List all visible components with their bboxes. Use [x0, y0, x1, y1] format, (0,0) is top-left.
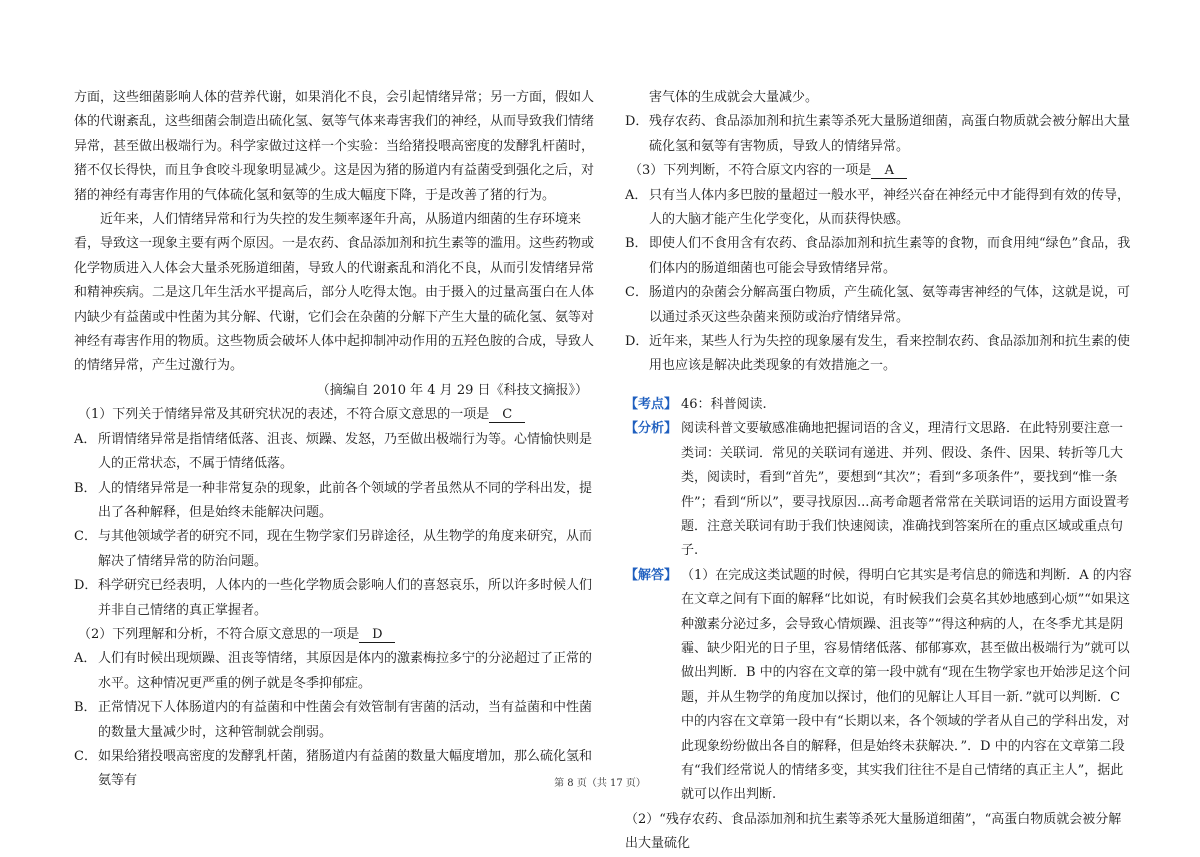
q3-option-b: B． 即使人们不食用含有农药、食品添加剂和抗生素等的食物，而食用纯“绿色”食品，我们体内的肠道细菌也可能会导致情绪异常。: [625, 236, 1131, 276]
jieda-section: 【解答】 （1）在完成这类试题的时候，得明白它其实是考信息的筛选和判断．A 的内容在文章之间有下面的解释“比如说，有时候我们会莫名其妙地感到心烦”“如果这种激素分泌过多，会导致心情烦躁、沮丧等”“得这种病的人，在冬季尤其是阴霾、缺少阳光的日子里，容易情绪低落、郁郁寡欢，甚至做出极端行为”就可以做出判断．B 中的内容在文章的第一段中就有“现在生物学家也开始涉足这个问题，并从生物学的角度加以探讨，他们的见解让人耳目一新．”就可以判断．C 中的内容在文章第一段中有“长期以来，各个领域的学者从自己的学科出发，对此现象纷纷做出各自的解释，但是始终未获解决．”．D 中的内容在文章第二段有“我们经常说人的情绪多变，其实我们往往不是自己情绪的真正主人”，据此就可以作出判断.: [625, 564, 1132, 808]
page-footer: 第 8 页（共 17 页）: [554, 778, 646, 789]
right-column: [625, 86, 1132, 857]
q3-option-a: A． 只有当人体内多巴胺的量超过一般水平，神经兴奋在神经元中才能得到有效的传导，人的大脑才能产生化学变化，从而获得快感。: [625, 187, 1131, 228]
q1-option-d: D． 科学研究已经表明，人体内的一些化学物质会影响人们的喜怒哀乐，所以许多时候人们并非自己情绪的真正掌握者。: [74, 578, 593, 618]
passage-paragraph-2: 近年来，人们情绪异常和行为失控的发生频率逐年升高，从肠道内细菌的生存环境来看，导致这一现象主要有两个原因。一是农药、食品添加剂和抗生素等的滥用。这些药物或化学物质进入人体会大量杀死肠道细菌，导致人的代谢紊乱和消化不良，从而引发情绪异常和精神疾病。二是这几年生活水平提高后，部分人吃得太饱。由于摄入的过量高蛋白在人体内缺少有益菌或中性菌为其分解、代谢，它们会在杂菌的分解下产生大量的硫化氢、氨等对神经有毒害作用的物质。这些物质会破坏人体中起抑制冲动作用的五羟色胺的合成，导致人的情绪异常，产生过激行为。: [74, 212, 595, 374]
passage-source: （摘编自 2010 年 4 月 29 日《科技文摘报》）: [316, 382, 588, 398]
q1-option-b: B． 人的情绪异常是一种非常复杂的现象，此前各个领域的学者虽然从不同的学科出发，提出了各种解释，但是始终未能解决问题。: [74, 480, 593, 520]
q2-option-d: D． 残存农药、食品添加剂和抗生素等杀死大量肠道细菌，高蛋白物质就会被分解出大量硫化氢和氨等有害物质，导致人的情绪异常。: [625, 114, 1131, 154]
question-1-answer: C: [489, 407, 525, 423]
fenxi-tag: 【分析】: [625, 421, 678, 437]
kaodian-section: 【考点】 46：科普阅读.: [625, 393, 1132, 417]
passage-paragraph-1: 方面，这些细菌影响人体的营养代谢，如果消化不良，会引起情绪异常；另一方面，假如人体的代谢紊乱，这些细菌会制造出硫化氢、氨等气体来毒害我们的神经，从而导致我们情绪异常，甚至做出极端行为。科学家做过这样一个实验：当给猪投喂高密度的发酵乳杆菌时，猪不仅长得快，而且争食咬斗现象明显减少。这是因为猪的肠道内有益菌受到强化之后，对猪的神经有毒害作用的气体硫化氢和氨等的生成大幅度下降，于是改善了猪的行为。: [74, 90, 595, 203]
question-2-stem: （2）下列理解和分析，不符合原文意思的一项是 D: [74, 623, 594, 647]
q1-option-a: A． 所谓情绪异常是指情绪低落、沮丧、烦躁、发怒，乃至做出极端行为等。心情愉快则是人的正常状态，不属于情绪低落。: [74, 431, 593, 472]
q3-option-c: C． 肠道内的杂菌会分解高蛋白物质，产生硫化氢、氨等毒害神经的气体，这就是说，可以通过杀灭这些杂菌来预防或治疗情绪异常。: [625, 285, 1131, 325]
kaodian-tag: 【考点】: [625, 396, 678, 412]
q1-option-c: C． 与其他领域学者的研究不同，现在生物学家们另辟途径，从生物学的角度来研究，从而解决了情绪异常的防治问题。: [74, 529, 593, 569]
question-3-stem: （3）下列判断，不符合原文内容的一项是 A: [625, 159, 1132, 183]
jieda-tag: 【解答】: [625, 567, 678, 583]
q2-option-c: C． 如果给猪投喂高密度的发酵乳杆菌，猪肠道内有益菌的数量大幅度增加，那么硫化氢和氨等有: [74, 748, 593, 789]
q3-option-d: D． 近年来，某些人行为失控的现象屡有发生，看来控制农药、食品添加剂和抗生素的使用也应该是解决此类现象的有效措施之一。: [625, 334, 1131, 374]
left-column: [74, 86, 594, 794]
question-2-answer: D: [359, 627, 395, 643]
jieda-part-2: （2）“残存农药、食品添加剂和抗生素等杀死大量肠道细菌”，“高蛋白物质就会被分解出大量硫化: [625, 811, 1122, 852]
q2-option-a: A． 人们有时候出现烦躁、沮丧等情绪，其原因是体内的激素梅拉多宁的分泌超过了正常的水平。这种情况更严重的例子就是冬季抑郁症。: [74, 651, 593, 691]
q2-option-b: B． 正常情况下人体肠道内的有益菌和中性菌会有效管制有害菌的活动，当有益菌和中性菌的数量大量减少时，这种管制就会削弱。: [74, 700, 593, 740]
question-3-answer: A: [871, 163, 907, 179]
fenxi-section: 【分析】 阅读科普文要敏感准确地把握词语的含义，理清行文思路．在此特别要注意一类词：关联词．常见的关联词有递进、并列、假设、条件、因果、转折等几大类，阅读时，看到“首先”，要想到“其次”；看到“多项条件”，要找到“惟一条件”；看到“所以”，要寻找原因...高考命题者常常在关联词语的运用方面设置考题．注意关联词有助于我们快速阅读，准确找到答案所在的重点区域或重点句子.: [625, 417, 1132, 563]
question-1-stem: （1）下列关于情绪异常及其研究状况的表述，不符合原文意思的一项是 C: [74, 403, 594, 427]
q2-option-c-continued: 害气体的生成就会大量减少。: [649, 90, 819, 105]
